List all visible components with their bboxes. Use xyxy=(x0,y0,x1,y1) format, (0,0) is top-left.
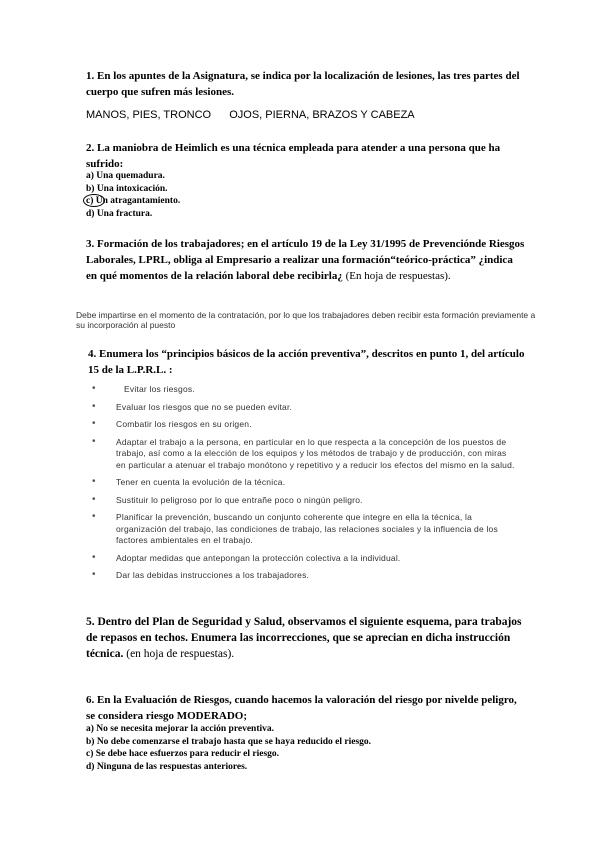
principle-text: Planificar la prevención, buscando un conjunto coherente que integre en ella la técnica, la organización del trabajo, las condiciones de trabajo, las relaciones sociales y la influencia de los factores ambientales en el trabajo. xyxy=(116,512,498,545)
principle-text: Adaptar el trabajo a la persona, en particular en lo que respecta a la concepción de los puestos de trabajo, así como a la elección de los equipos y los métodos de trabajo y de producción, con miras en particular a atenuar el trabajo monótono y repetitivo y a reducir los efectos del mismo en la salud. xyxy=(116,436,515,470)
question-6 xyxy=(86,692,526,724)
option-d: d) Ninguna de las respuestas anteriores. xyxy=(86,761,248,772)
bullet-icon: • xyxy=(92,400,96,412)
principles-list xyxy=(88,384,518,588)
question-3-suffix: (En hoja de respuestas). xyxy=(345,270,451,282)
option-c-selected xyxy=(86,195,180,208)
question-5-text: 5. Dentro del Plan de Seguridad y Salud, observamos el siguiente esquema, para trabajos de repasos en techos. Enumera las incorrecciones, que se aprecian en dicha instrucción técnica. xyxy=(86,616,522,660)
question-5 xyxy=(86,614,526,662)
question-3-answer: Debe impartirse en el momento de la contratación, por lo que los trabajadores deben recibir esta formación previamente a su incorporación al puesto xyxy=(76,310,536,330)
bullet-icon: • xyxy=(92,569,96,580)
question-1-answer-b: OJOS, PIERNA, BRAZOS Y CABEZA xyxy=(229,109,415,121)
principle-item xyxy=(88,402,518,414)
option-b: b) Una intoxicación. xyxy=(86,183,168,194)
principle-item xyxy=(88,419,518,431)
principle-item xyxy=(88,477,518,489)
bullet-icon: • xyxy=(92,383,96,394)
principle-item xyxy=(88,384,518,396)
principle-text: Evaluar los riesgos que no se pueden evitar. xyxy=(116,401,293,412)
principle-item xyxy=(88,553,518,565)
bullet-icon: • xyxy=(92,551,96,563)
principle-item xyxy=(88,570,518,582)
principle-item xyxy=(88,512,518,547)
selected-circle-mark xyxy=(83,194,105,207)
bullet-icon: • xyxy=(92,476,96,487)
question-2-text: 2. La maniobra de Heimlich es una técnica empleada para atender a una persona que ha sufrido: xyxy=(86,142,501,170)
option-b: b) No debe comenzarse el trabajo hasta que se haya reducido el riesgo. xyxy=(86,736,372,747)
bullet-icon: • xyxy=(92,493,96,505)
question-3-text: 3. Formación de los trabajadores; en el artículo 19 de la Ley 31/1995 de Prevenciónde Riesgos Laborales, LPRL, obliga al Empresario a realizar una formación“teórico-práctica” ¿indica en qué momentos de la relación laboral debe recibirla¿ xyxy=(86,238,525,282)
principle-text: Adoptar medidas que antepongan la protección colectiva a la individual. xyxy=(116,552,401,563)
bullet-icon: • xyxy=(92,511,96,522)
principle-text: Evitar los riesgos. xyxy=(124,384,195,394)
option-a: a) No se necesita mejorar la acción preventiva. xyxy=(86,724,275,734)
question-5-suffix: (en hoja de respuestas). xyxy=(126,648,235,660)
principle-text: Combatir los riesgos en su origen. xyxy=(116,419,252,429)
principle-text: Tener en cuenta la evolución de la técnica. xyxy=(116,477,286,487)
principle-text: Sustituir lo peligroso por lo que entrañe poco o ningún peligro. xyxy=(116,494,363,505)
question-6-options xyxy=(86,723,371,773)
principle-item xyxy=(88,495,518,507)
option-c: c) Se debe hace esfuerzos para reducir el riesgo. xyxy=(86,749,280,759)
option-d: d) Una fractura. xyxy=(86,208,153,219)
question-4-text: 4. Enumera los “principios básicos de la acción preventiva”, descritos en punto 1, del artículo 15 de la L.P.R.L. : xyxy=(88,348,525,376)
question-3 xyxy=(86,236,526,284)
question-1-answer-a: MANOS, PIES, TRONCO xyxy=(86,109,212,121)
question-4 xyxy=(88,346,528,378)
question-1-answers xyxy=(86,109,415,121)
question-2 xyxy=(86,140,526,172)
question-1-text: 1. En los apuntes de la Asignatura, se indica por la localización de lesiones, las tres partes del cuerpo que sufren más lesiones. xyxy=(86,70,520,98)
option-a: a) Una quemadura. xyxy=(86,171,165,181)
bullet-icon: • xyxy=(92,435,96,447)
principle-item xyxy=(88,437,518,472)
question-2-options xyxy=(86,170,180,220)
principle-text: Dar las debidas instrucciones a los trabajadores. xyxy=(116,570,310,580)
question-6-text: 6. En la Evaluación de Riesgos, cuando hacemos la valoración del riesgo por nivelde peligro, se considera riesgo MODERADO; xyxy=(86,694,517,722)
question-1 xyxy=(86,68,526,100)
bullet-icon: • xyxy=(92,418,96,429)
option-c-label: c) Un atragantamiento. xyxy=(86,196,181,206)
